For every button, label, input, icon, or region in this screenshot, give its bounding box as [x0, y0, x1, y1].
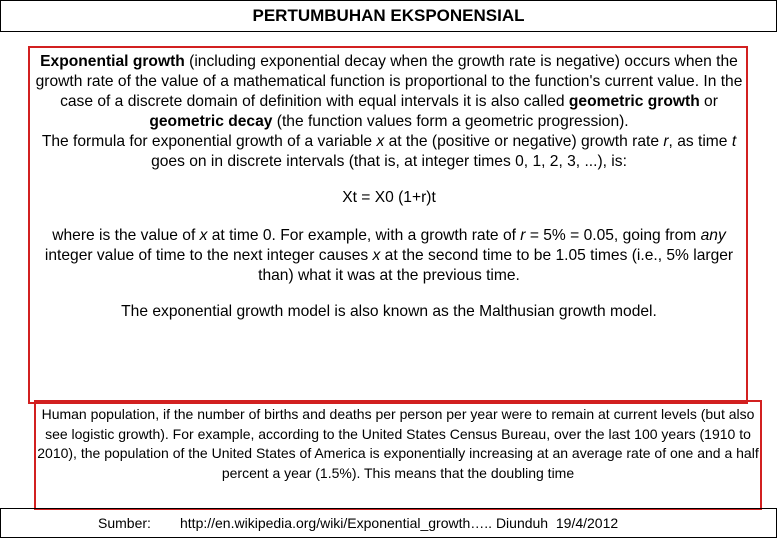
malthus-paragraph: The exponential growth model is also known as the Malthusian growth model.	[121, 303, 657, 320]
intro-paragraph	[30, 52, 748, 132]
formula-intro-text-2: at the (positive or negative) growth rate	[384, 133, 664, 150]
intro-text-2: or	[699, 93, 718, 110]
footer-source	[98, 515, 618, 532]
variable-x: x	[199, 227, 208, 244]
variable-x: x	[372, 247, 381, 264]
main-text	[30, 52, 748, 322]
formula-intro-paragraph	[30, 132, 748, 172]
formula-intro-text-3: , as time	[668, 133, 732, 150]
variable-t: t	[731, 133, 737, 150]
variable-r: r	[520, 227, 526, 244]
variable-r: r	[663, 133, 669, 150]
footer-label: Sumber:	[98, 515, 151, 531]
term-geometric-decay: geometric decay	[149, 113, 273, 130]
emphasis-any: any	[700, 227, 726, 244]
population-text: Human population, if the number of births and deaths per person per year were to remain at current levels (but also see logistic growth). For example, according to the United States Census Bureau, over the last 100 years (1910 to 2010), the population of the United States of America is exponentially increasing at an average rate of one and a half percent a year (1.5%). This means that the doubling time	[37, 406, 759, 481]
example-text-5: at the second time to be 1.05 times (i.e., 5% larger than) what it was at the previous time.	[258, 247, 734, 284]
example-text-2: at time 0. For example, with a growth rate of	[207, 227, 521, 244]
page-title: PERTUMBUHAN EKSPONENSIAL	[0, 0, 777, 32]
example-text-1: where is the value of	[52, 227, 200, 244]
formula-intro-text-1: The formula for exponential growth of a variable	[41, 133, 377, 150]
source-link[interactable]: http://en.wikipedia.org/wiki/Exponential_growth….. Diunduh 19/4/2012	[180, 515, 619, 531]
formula: Xt = X0 (1+r)t	[342, 189, 436, 206]
term-exponential-growth: Exponential growth	[40, 53, 185, 70]
variable-x: x	[376, 133, 385, 150]
intro-text-1: (including exponential decay when the growth rate is negative) occurs when the growth rate of the value of a mathematical function is proportional to the function's current value. In the case of a discrete domain of definition with equal intervals it is also called	[35, 53, 743, 110]
term-geometric-growth: geometric growth	[568, 93, 700, 110]
formula-intro-text-4: goes on in discrete intervals (that is, at integer times 0, 1, 2, 3, ...), is:	[151, 153, 627, 170]
example-text-4: integer value of time to the next integer causes	[44, 247, 373, 264]
intro-text-3: (the function values form a geometric progression).	[272, 113, 629, 130]
example-paragraph	[30, 226, 748, 286]
example-text-3: = 5% = 0.05, going from	[525, 227, 701, 244]
